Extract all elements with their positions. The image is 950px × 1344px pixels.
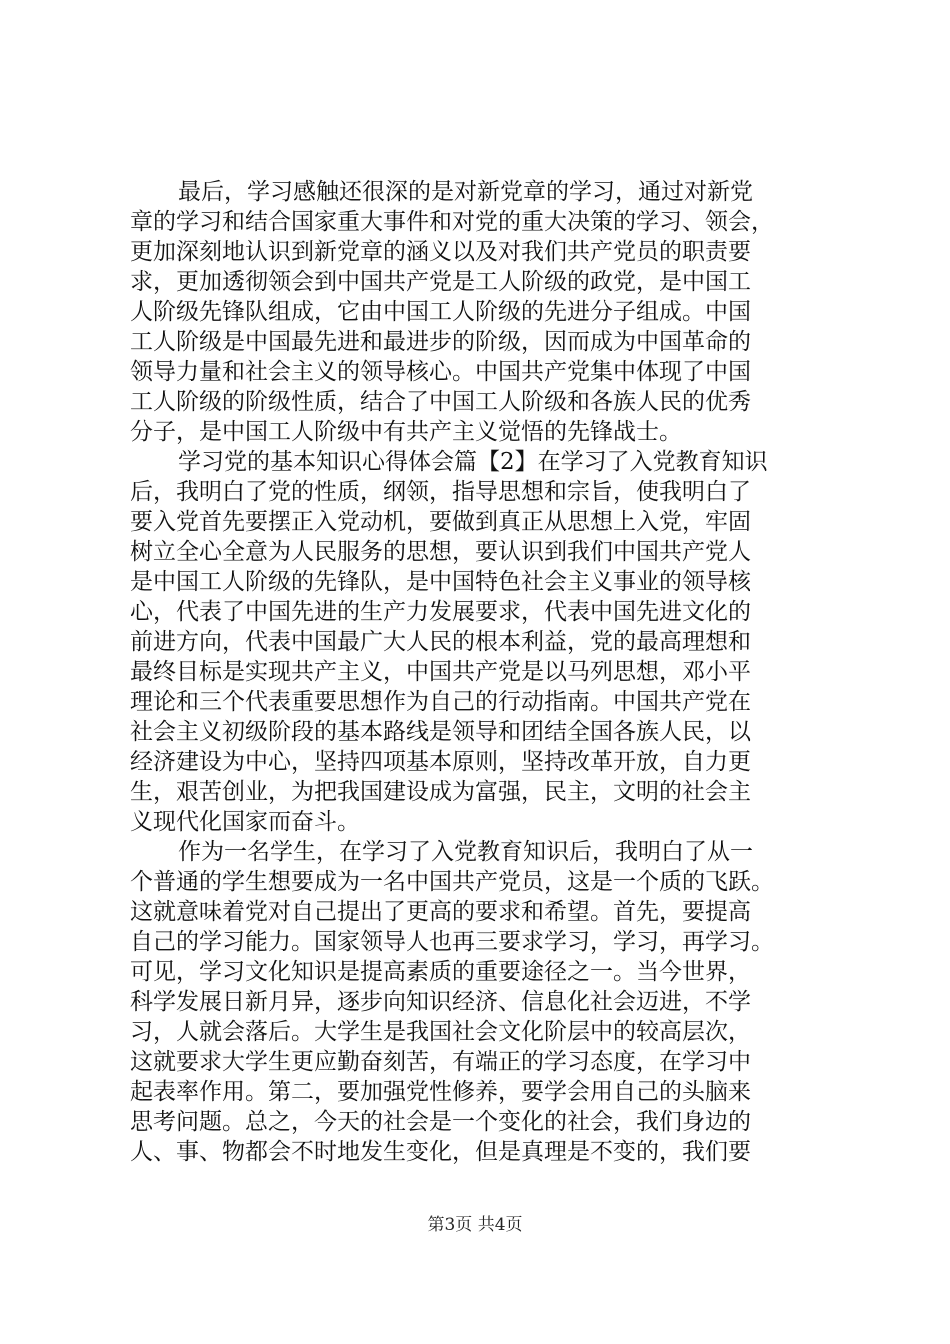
- paragraph-2-line-13: 义现代化国家而奋斗。: [130, 809, 360, 835]
- paragraph-2-line-11: 经济建设为中心，坚持四项基本原则，坚持改革开放，自力更: [130, 749, 751, 775]
- paragraph-2-line-12: 生，艰苦创业，为把我国建设成为富强，民主，文明的社会主: [130, 779, 751, 805]
- paragraph-2-line-1: 学习党的基本知识心得体会篇【2】在学习了入党教育知识: [178, 449, 768, 475]
- paragraph-3-line-2: 个普通的学生想要成为一名中国共产党员，这是一个质的飞跃。: [130, 869, 774, 895]
- paragraph-1-line-2: 章的学习和结合国家重大事件和对党的重大决策的学习、领会，: [130, 209, 774, 235]
- paragraph-1-line-3: 更加深刻地认识到新党章的涵义以及对我们共产党员的职责要: [130, 239, 751, 265]
- paragraph-2-line-7: 前进方向，代表中国最广大人民的根本利益，党的最高理想和: [130, 629, 751, 655]
- paragraph-2-line-10: 社会主义初级阶段的基本路线是领导和团结全国各族人民，以: [130, 719, 751, 745]
- paragraph-1-line-8: 工人阶级的阶级性质，结合了中国工人阶级和各族人民的优秀: [130, 389, 751, 415]
- paragraph-3-line-11: 人、事、物都会不时地发生变化，但是真理是不变的，我们要: [130, 1139, 751, 1165]
- page-number-footer: 第3页 共4页: [427, 1215, 523, 1235]
- paragraph-2-line-3: 要入党首先要摆正入党动机，要做到真正从思想上入党，牢固: [130, 509, 751, 535]
- paragraph-1-line-6: 工人阶级是中国最先进和最进步的阶级，因而成为中国革命的: [130, 329, 751, 355]
- paragraph-3-line-6: 科学发展日新月异，逐步向知识经济、信息化社会迈进，不学: [130, 989, 751, 1015]
- paragraph-1-line-4: 求，更加透彻领会到中国共产党是工人阶级的政党，是中国工: [130, 269, 751, 295]
- paragraph-3-line-1: 作为一名学生，在学习了入党教育知识后，我明白了从一: [178, 839, 753, 865]
- paragraph-3-line-5: 可见，学习文化知识是提高素质的重要途径之一。当今世界，: [130, 959, 751, 985]
- paragraph-1-line-1: 最后，学习感触还很深的是对新党章的学习，通过对新党: [178, 179, 753, 205]
- paragraph-2-line-2: 后，我明白了党的性质，纲领，指导思想和宗旨，使我明白了: [130, 479, 751, 505]
- paragraph-1-line-7: 领导力量和社会主义的领导核心。中国共产党集中体现了中国: [130, 359, 751, 385]
- paragraph-3-line-7: 习，人就会落后。大学生是我国社会文化阶层中的较高层次，: [130, 1019, 751, 1045]
- paragraph-2-line-8: 最终目标是实现共产主义，中国共产党是以马列思想，邓小平: [130, 659, 751, 685]
- paragraph-3-line-4: 自己的学习能力。国家领导人也再三要求学习，学习，再学习。: [130, 929, 774, 955]
- paragraph-3-line-9: 起表率作用。第二，要加强党性修养，要学会用自己的头脑来: [130, 1079, 751, 1105]
- paragraph-2-line-9: 理论和三个代表重要思想作为自己的行动指南。中国共产党在: [130, 689, 751, 715]
- paragraph-3-line-10: 思考问题。总之，今天的社会是一个变化的社会，我们身边的: [130, 1109, 751, 1135]
- paragraph-3-line-8: 这就要求大学生更应勤奋刻苦，有端正的学习态度，在学习中: [130, 1049, 751, 1075]
- paragraph-1-line-9: 分子，是中国工人阶级中有共产主义觉悟的先锋战士。: [130, 419, 682, 445]
- paragraph-1-line-5: 人阶级先锋队组成，它由中国工人阶级的先进分子组成。中国: [130, 299, 751, 325]
- paragraph-2-line-6: 心，代表了中国先进的生产力发展要求，代表中国先进文化的: [130, 599, 751, 625]
- paragraph-2-line-5: 是中国工人阶级的先锋队，是中国特色社会主义事业的领导核: [130, 569, 751, 595]
- paragraph-2-line-4: 树立全心全意为人民服务的思想，要认识到我们中国共产党人: [130, 539, 751, 565]
- paragraph-3-line-3: 这就意味着党对自己提出了更高的要求和希望。首先，要提高: [130, 899, 751, 925]
